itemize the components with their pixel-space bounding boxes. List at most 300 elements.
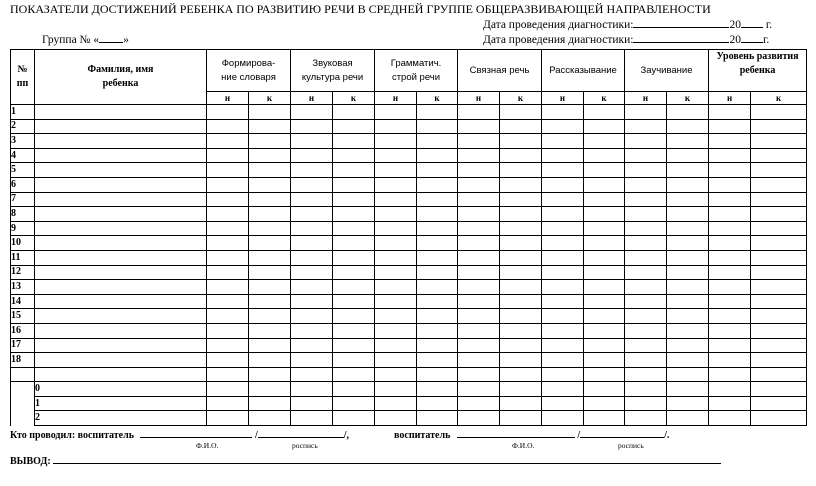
- score-cell[interactable]: [709, 105, 751, 120]
- child-name-cell[interactable]: [35, 134, 207, 149]
- score-cell[interactable]: [207, 250, 249, 265]
- summary-cell[interactable]: [751, 396, 807, 411]
- summary-cell[interactable]: [584, 382, 625, 397]
- score-cell[interactable]: [375, 280, 417, 295]
- child-name-cell[interactable]: [35, 177, 207, 192]
- score-cell[interactable]: [584, 148, 625, 163]
- score-cell[interactable]: [249, 148, 291, 163]
- score-cell[interactable]: [625, 119, 667, 134]
- score-cell[interactable]: [709, 338, 751, 353]
- summary-cell[interactable]: [625, 396, 667, 411]
- score-cell[interactable]: [249, 119, 291, 134]
- score-cell[interactable]: [584, 323, 625, 338]
- score-cell[interactable]: [333, 338, 375, 353]
- score-cell[interactable]: [584, 192, 625, 207]
- score-cell[interactable]: [249, 294, 291, 309]
- score-cell[interactable]: [417, 134, 458, 149]
- score-cell[interactable]: [333, 207, 375, 222]
- summary-cell[interactable]: [249, 396, 291, 411]
- score-cell[interactable]: [542, 177, 584, 192]
- score-cell[interactable]: [375, 177, 417, 192]
- child-name-cell[interactable]: [35, 353, 207, 368]
- score-cell[interactable]: [709, 148, 751, 163]
- score-cell[interactable]: [333, 294, 375, 309]
- score-cell[interactable]: [542, 221, 584, 236]
- score-cell[interactable]: [709, 177, 751, 192]
- summary-cell[interactable]: [375, 396, 417, 411]
- summary-cell[interactable]: [542, 382, 584, 397]
- score-cell[interactable]: [458, 134, 500, 149]
- summary-cell[interactable]: [333, 382, 375, 397]
- child-name-cell[interactable]: [35, 309, 207, 324]
- summary-cell[interactable]: [667, 382, 709, 397]
- score-cell[interactable]: [625, 207, 667, 222]
- summary-cell[interactable]: [625, 411, 667, 426]
- score-cell[interactable]: [249, 323, 291, 338]
- score-cell[interactable]: [709, 250, 751, 265]
- score-cell[interactable]: [207, 148, 249, 163]
- score-cell[interactable]: [375, 105, 417, 120]
- score-cell[interactable]: [375, 148, 417, 163]
- score-cell[interactable]: [667, 294, 709, 309]
- summary-cell[interactable]: [500, 411, 542, 426]
- score-cell[interactable]: [207, 280, 249, 295]
- score-cell[interactable]: [500, 134, 542, 149]
- score-cell[interactable]: [500, 163, 542, 178]
- score-cell[interactable]: [375, 192, 417, 207]
- score-cell[interactable]: [584, 280, 625, 295]
- score-cell[interactable]: [542, 353, 584, 368]
- score-cell[interactable]: [542, 280, 584, 295]
- child-name-cell[interactable]: [35, 250, 207, 265]
- score-cell[interactable]: [667, 134, 709, 149]
- score-cell[interactable]: [207, 163, 249, 178]
- score-cell[interactable]: [625, 280, 667, 295]
- summary-cell[interactable]: [458, 396, 500, 411]
- score-cell[interactable]: [417, 221, 458, 236]
- score-cell[interactable]: [500, 192, 542, 207]
- score-cell[interactable]: [625, 294, 667, 309]
- score-cell[interactable]: [709, 309, 751, 324]
- score-cell[interactable]: [458, 280, 500, 295]
- summary-cell[interactable]: [458, 382, 500, 397]
- score-cell[interactable]: [584, 338, 625, 353]
- summary-cell[interactable]: [625, 382, 667, 397]
- summary-cell[interactable]: [584, 411, 625, 426]
- score-cell[interactable]: [584, 294, 625, 309]
- score-cell[interactable]: [667, 221, 709, 236]
- score-cell[interactable]: [458, 207, 500, 222]
- summary-cell[interactable]: [333, 396, 375, 411]
- score-cell[interactable]: [458, 353, 500, 368]
- score-cell[interactable]: [667, 192, 709, 207]
- score-cell[interactable]: [709, 323, 751, 338]
- score-cell[interactable]: [500, 323, 542, 338]
- score-cell[interactable]: [709, 353, 751, 368]
- score-cell[interactable]: [417, 163, 458, 178]
- summary-cell[interactable]: [667, 396, 709, 411]
- score-cell[interactable]: [333, 250, 375, 265]
- score-cell[interactable]: [500, 207, 542, 222]
- score-cell[interactable]: [625, 353, 667, 368]
- score-cell[interactable]: [291, 134, 333, 149]
- score-cell[interactable]: [249, 236, 291, 251]
- score-cell[interactable]: [249, 221, 291, 236]
- score-cell[interactable]: [207, 338, 249, 353]
- score-cell[interactable]: [249, 134, 291, 149]
- score-cell[interactable]: [584, 177, 625, 192]
- score-cell[interactable]: [709, 119, 751, 134]
- score-cell[interactable]: [584, 250, 625, 265]
- score-cell[interactable]: [375, 221, 417, 236]
- score-cell[interactable]: [417, 192, 458, 207]
- score-cell[interactable]: [500, 265, 542, 280]
- score-cell[interactable]: [249, 177, 291, 192]
- score-cell[interactable]: [667, 265, 709, 280]
- score-cell[interactable]: [417, 119, 458, 134]
- child-name-cell[interactable]: [35, 236, 207, 251]
- score-cell[interactable]: [667, 280, 709, 295]
- score-cell[interactable]: [291, 323, 333, 338]
- score-cell[interactable]: [709, 221, 751, 236]
- score-cell[interactable]: [751, 105, 807, 120]
- score-cell[interactable]: [291, 265, 333, 280]
- score-cell[interactable]: [291, 177, 333, 192]
- year-blank[interactable]: [741, 17, 763, 28]
- score-cell[interactable]: [207, 105, 249, 120]
- score-cell[interactable]: [249, 192, 291, 207]
- score-cell[interactable]: [249, 250, 291, 265]
- score-cell[interactable]: [375, 338, 417, 353]
- child-name-cell[interactable]: [35, 148, 207, 163]
- educator-name-blank-1[interactable]: [140, 427, 252, 438]
- summary-cell[interactable]: [375, 382, 417, 397]
- score-cell[interactable]: [417, 148, 458, 163]
- score-cell[interactable]: [333, 221, 375, 236]
- score-cell[interactable]: [333, 192, 375, 207]
- score-cell[interactable]: [375, 163, 417, 178]
- score-cell[interactable]: [709, 265, 751, 280]
- score-cell[interactable]: [207, 236, 249, 251]
- score-cell[interactable]: [458, 148, 500, 163]
- score-cell[interactable]: [709, 294, 751, 309]
- score-cell[interactable]: [751, 353, 807, 368]
- score-cell[interactable]: [417, 177, 458, 192]
- score-cell[interactable]: [458, 309, 500, 324]
- score-cell[interactable]: [751, 323, 807, 338]
- summary-cell[interactable]: [375, 411, 417, 426]
- score-cell[interactable]: [333, 265, 375, 280]
- score-cell[interactable]: [375, 134, 417, 149]
- score-cell[interactable]: [375, 353, 417, 368]
- score-cell[interactable]: [249, 265, 291, 280]
- score-cell[interactable]: [207, 353, 249, 368]
- score-cell[interactable]: [500, 353, 542, 368]
- score-cell[interactable]: [291, 192, 333, 207]
- score-cell[interactable]: [333, 309, 375, 324]
- score-cell[interactable]: [249, 309, 291, 324]
- score-cell[interactable]: [458, 294, 500, 309]
- score-cell[interactable]: [584, 163, 625, 178]
- score-cell[interactable]: [458, 119, 500, 134]
- summary-cell[interactable]: [709, 411, 751, 426]
- summary-cell[interactable]: [709, 382, 751, 397]
- score-cell[interactable]: [417, 236, 458, 251]
- score-cell[interactable]: [542, 163, 584, 178]
- score-cell[interactable]: [417, 294, 458, 309]
- summary-cell[interactable]: [249, 411, 291, 426]
- conclusion-blank[interactable]: [53, 453, 721, 464]
- score-cell[interactable]: [458, 250, 500, 265]
- score-cell[interactable]: [417, 338, 458, 353]
- score-cell[interactable]: [751, 163, 807, 178]
- score-cell[interactable]: [207, 119, 249, 134]
- score-cell[interactable]: [625, 236, 667, 251]
- child-name-cell[interactable]: [35, 192, 207, 207]
- score-cell[interactable]: [458, 338, 500, 353]
- summary-cell[interactable]: [458, 411, 500, 426]
- score-cell[interactable]: [542, 207, 584, 222]
- score-cell[interactable]: [291, 236, 333, 251]
- score-cell[interactable]: [249, 280, 291, 295]
- score-cell[interactable]: [207, 177, 249, 192]
- score-cell[interactable]: [751, 134, 807, 149]
- score-cell[interactable]: [333, 105, 375, 120]
- score-cell[interactable]: [625, 309, 667, 324]
- summary-cell[interactable]: [584, 396, 625, 411]
- summary-cell[interactable]: [709, 396, 751, 411]
- score-cell[interactable]: [667, 163, 709, 178]
- score-cell[interactable]: [291, 148, 333, 163]
- score-cell[interactable]: [249, 338, 291, 353]
- score-cell[interactable]: [333, 177, 375, 192]
- score-cell[interactable]: [333, 280, 375, 295]
- score-cell[interactable]: [667, 148, 709, 163]
- score-cell[interactable]: [207, 134, 249, 149]
- score-cell[interactable]: [375, 265, 417, 280]
- score-cell[interactable]: [375, 236, 417, 251]
- score-cell[interactable]: [291, 280, 333, 295]
- score-cell[interactable]: [751, 338, 807, 353]
- score-cell[interactable]: [625, 192, 667, 207]
- score-cell[interactable]: [207, 294, 249, 309]
- score-cell[interactable]: [291, 163, 333, 178]
- score-cell[interactable]: [417, 105, 458, 120]
- score-cell[interactable]: [584, 353, 625, 368]
- score-cell[interactable]: [584, 105, 625, 120]
- score-cell[interactable]: [584, 207, 625, 222]
- score-cell[interactable]: [417, 207, 458, 222]
- score-cell[interactable]: [458, 163, 500, 178]
- score-cell[interactable]: [751, 192, 807, 207]
- summary-cell[interactable]: [417, 396, 458, 411]
- child-name-cell[interactable]: [35, 280, 207, 295]
- summary-cell[interactable]: [542, 411, 584, 426]
- score-cell[interactable]: [500, 177, 542, 192]
- score-cell[interactable]: [667, 353, 709, 368]
- score-cell[interactable]: [625, 105, 667, 120]
- score-cell[interactable]: [417, 323, 458, 338]
- summary-cell[interactable]: [667, 411, 709, 426]
- score-cell[interactable]: [500, 294, 542, 309]
- score-cell[interactable]: [584, 134, 625, 149]
- score-cell[interactable]: [751, 207, 807, 222]
- score-cell[interactable]: [500, 280, 542, 295]
- score-cell[interactable]: [751, 119, 807, 134]
- group-blank[interactable]: [99, 32, 123, 43]
- score-cell[interactable]: [291, 119, 333, 134]
- child-name-cell[interactable]: [35, 105, 207, 120]
- score-cell[interactable]: [291, 105, 333, 120]
- year-blank[interactable]: [741, 32, 763, 43]
- summary-cell[interactable]: [207, 382, 249, 397]
- score-cell[interactable]: [500, 105, 542, 120]
- score-cell[interactable]: [667, 119, 709, 134]
- score-cell[interactable]: [584, 309, 625, 324]
- score-cell[interactable]: [667, 236, 709, 251]
- score-cell[interactable]: [500, 148, 542, 163]
- score-cell[interactable]: [291, 294, 333, 309]
- score-cell[interactable]: [542, 265, 584, 280]
- score-cell[interactable]: [375, 207, 417, 222]
- score-cell[interactable]: [417, 353, 458, 368]
- score-cell[interactable]: [458, 192, 500, 207]
- score-cell[interactable]: [333, 163, 375, 178]
- score-cell[interactable]: [375, 119, 417, 134]
- summary-cell[interactable]: [291, 411, 333, 426]
- summary-cell[interactable]: [207, 411, 249, 426]
- score-cell[interactable]: [249, 105, 291, 120]
- score-cell[interactable]: [458, 265, 500, 280]
- child-name-cell[interactable]: [35, 294, 207, 309]
- signature-blank-2[interactable]: [580, 427, 664, 438]
- score-cell[interactable]: [625, 338, 667, 353]
- score-cell[interactable]: [542, 309, 584, 324]
- child-name-cell[interactable]: [35, 265, 207, 280]
- educator-name-blank-2[interactable]: [457, 427, 575, 438]
- score-cell[interactable]: [542, 119, 584, 134]
- score-cell[interactable]: [709, 207, 751, 222]
- score-cell[interactable]: [375, 294, 417, 309]
- summary-cell[interactable]: [500, 396, 542, 411]
- score-cell[interactable]: [584, 119, 625, 134]
- summary-cell[interactable]: [291, 396, 333, 411]
- score-cell[interactable]: [417, 250, 458, 265]
- score-cell[interactable]: [333, 323, 375, 338]
- score-cell[interactable]: [625, 221, 667, 236]
- score-cell[interactable]: [625, 163, 667, 178]
- child-name-cell[interactable]: [35, 119, 207, 134]
- score-cell[interactable]: [207, 309, 249, 324]
- score-cell[interactable]: [291, 353, 333, 368]
- score-cell[interactable]: [667, 177, 709, 192]
- score-cell[interactable]: [207, 265, 249, 280]
- score-cell[interactable]: [291, 207, 333, 222]
- summary-cell[interactable]: [751, 411, 807, 426]
- summary-cell[interactable]: [417, 411, 458, 426]
- date-blank[interactable]: [633, 17, 729, 28]
- score-cell[interactable]: [249, 207, 291, 222]
- score-cell[interactable]: [207, 221, 249, 236]
- score-cell[interactable]: [375, 250, 417, 265]
- summary-cell[interactable]: [751, 382, 807, 397]
- score-cell[interactable]: [417, 309, 458, 324]
- score-cell[interactable]: [542, 294, 584, 309]
- score-cell[interactable]: [751, 250, 807, 265]
- score-cell[interactable]: [458, 177, 500, 192]
- score-cell[interactable]: [333, 236, 375, 251]
- score-cell[interactable]: [751, 309, 807, 324]
- score-cell[interactable]: [458, 323, 500, 338]
- score-cell[interactable]: [709, 280, 751, 295]
- score-cell[interactable]: [751, 221, 807, 236]
- score-cell[interactable]: [709, 192, 751, 207]
- score-cell[interactable]: [667, 338, 709, 353]
- score-cell[interactable]: [751, 280, 807, 295]
- score-cell[interactable]: [417, 280, 458, 295]
- score-cell[interactable]: [751, 236, 807, 251]
- score-cell[interactable]: [751, 177, 807, 192]
- score-cell[interactable]: [667, 323, 709, 338]
- score-cell[interactable]: [625, 177, 667, 192]
- score-cell[interactable]: [542, 105, 584, 120]
- score-cell[interactable]: [333, 353, 375, 368]
- score-cell[interactable]: [500, 119, 542, 134]
- score-cell[interactable]: [709, 236, 751, 251]
- score-cell[interactable]: [207, 192, 249, 207]
- score-cell[interactable]: [709, 134, 751, 149]
- score-cell[interactable]: [542, 250, 584, 265]
- score-cell[interactable]: [458, 105, 500, 120]
- child-name-cell[interactable]: [35, 323, 207, 338]
- summary-cell[interactable]: [417, 382, 458, 397]
- score-cell[interactable]: [500, 236, 542, 251]
- score-cell[interactable]: [625, 134, 667, 149]
- score-cell[interactable]: [751, 265, 807, 280]
- score-cell[interactable]: [333, 119, 375, 134]
- date-blank[interactable]: [633, 32, 729, 43]
- score-cell[interactable]: [500, 221, 542, 236]
- summary-cell[interactable]: [249, 382, 291, 397]
- score-cell[interactable]: [667, 207, 709, 222]
- score-cell[interactable]: [625, 323, 667, 338]
- score-cell[interactable]: [625, 265, 667, 280]
- score-cell[interactable]: [500, 338, 542, 353]
- score-cell[interactable]: [458, 221, 500, 236]
- score-cell[interactable]: [751, 294, 807, 309]
- score-cell[interactable]: [500, 250, 542, 265]
- child-name-cell[interactable]: [35, 338, 207, 353]
- score-cell[interactable]: [667, 250, 709, 265]
- score-cell[interactable]: [458, 236, 500, 251]
- score-cell[interactable]: [584, 221, 625, 236]
- score-cell[interactable]: [542, 148, 584, 163]
- score-cell[interactable]: [584, 265, 625, 280]
- score-cell[interactable]: [207, 207, 249, 222]
- score-cell[interactable]: [417, 265, 458, 280]
- score-cell[interactable]: [333, 148, 375, 163]
- summary-cell[interactable]: [291, 382, 333, 397]
- score-cell[interactable]: [542, 134, 584, 149]
- summary-cell[interactable]: [542, 396, 584, 411]
- score-cell[interactable]: [375, 309, 417, 324]
- score-cell[interactable]: [291, 338, 333, 353]
- score-cell[interactable]: [333, 134, 375, 149]
- score-cell[interactable]: [625, 250, 667, 265]
- score-cell[interactable]: [667, 309, 709, 324]
- score-cell[interactable]: [542, 323, 584, 338]
- score-cell[interactable]: [291, 309, 333, 324]
